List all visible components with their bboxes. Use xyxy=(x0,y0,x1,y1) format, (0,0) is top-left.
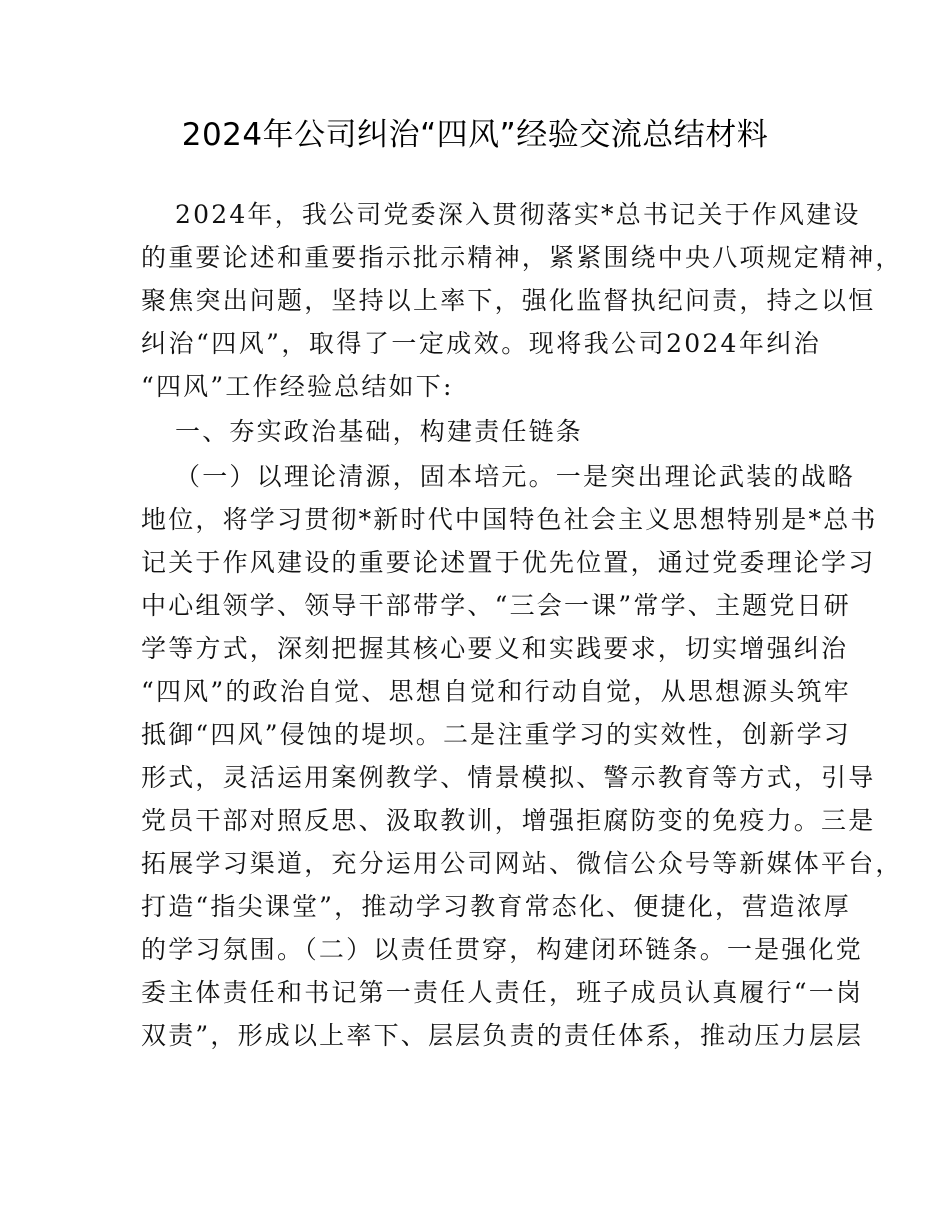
paragraph-line: 2024年，我公司党委深入贯彻落实*总书记关于作风建设 xyxy=(175,200,861,229)
paragraph-line: “四风”工作经验总结如下: xyxy=(141,372,454,401)
paragraph-line: 纠治“四风”，取得了一定成效。现将我公司2024年纠治 xyxy=(141,329,821,358)
paragraph-line: 的重要论述和重要指示批示精神，紧紧围绕中央八项规定精神， xyxy=(141,243,903,272)
document-title: 2024年公司纠治“四风”经验交流总结材料 xyxy=(181,117,769,153)
paragraph-line: 抵御“四风”侵蚀的堤坝。二是注重学习的实效性，创新学习 xyxy=(141,720,851,749)
paragraph-line: 拓展学习渠道，充分运用公司网站、微信公众号等新媒体平台， xyxy=(141,849,903,878)
paragraph-line: 打造“指尖课堂”，推动学习教育常态化、便捷化，营造浓厚 xyxy=(141,892,851,921)
paragraph-line: 党员干部对照反思、汲取教训，增强拒腐防变的免疫力。三是 xyxy=(141,806,876,835)
paragraph-line: 委主体责任和书记第一责任人责任，班子成员认真履行“一岗 xyxy=(141,978,864,1007)
paragraph-line: 记关于作风建设的重要论述置于优先位置，通过党委理论学习 xyxy=(141,548,876,577)
paragraph-line: 形式，灵活运用案例教学、情景模拟、警示教育等方式，引导 xyxy=(141,763,876,792)
paragraph-line: 双责”，形成以上率下、层层负责的责任体系，推动压力层层 xyxy=(141,1021,864,1050)
paragraph-line: 中心组领学、领导干部带学、“三会一课”常学、主题党日研 xyxy=(141,591,851,620)
paragraph-line: 聚焦突出问题，坚持以上率下，强化监督执纪问责，持之以恒 xyxy=(141,286,876,315)
paragraph-line: （一）以理论清源，固本培元。一是突出理论武装的战略 xyxy=(175,462,856,491)
paragraph-line: 的学习氛围。（二）以责任贯穿，构建闭环链条。一是强化党 xyxy=(141,935,863,964)
section-heading-text: 一、夯实政治基础，构建责任链条 xyxy=(175,417,584,446)
paragraph-line: “四风”的政治自觉、思想自觉和行动自觉，从思想源头筑牢 xyxy=(141,677,851,706)
paragraph-line: 地位，将学习贯彻*新时代中国特色社会主义思想特别是*总书 xyxy=(141,505,878,534)
paragraph-line: 学等方式，深刻把握其核心要义和实践要求，切实增强纠治 xyxy=(141,634,849,663)
